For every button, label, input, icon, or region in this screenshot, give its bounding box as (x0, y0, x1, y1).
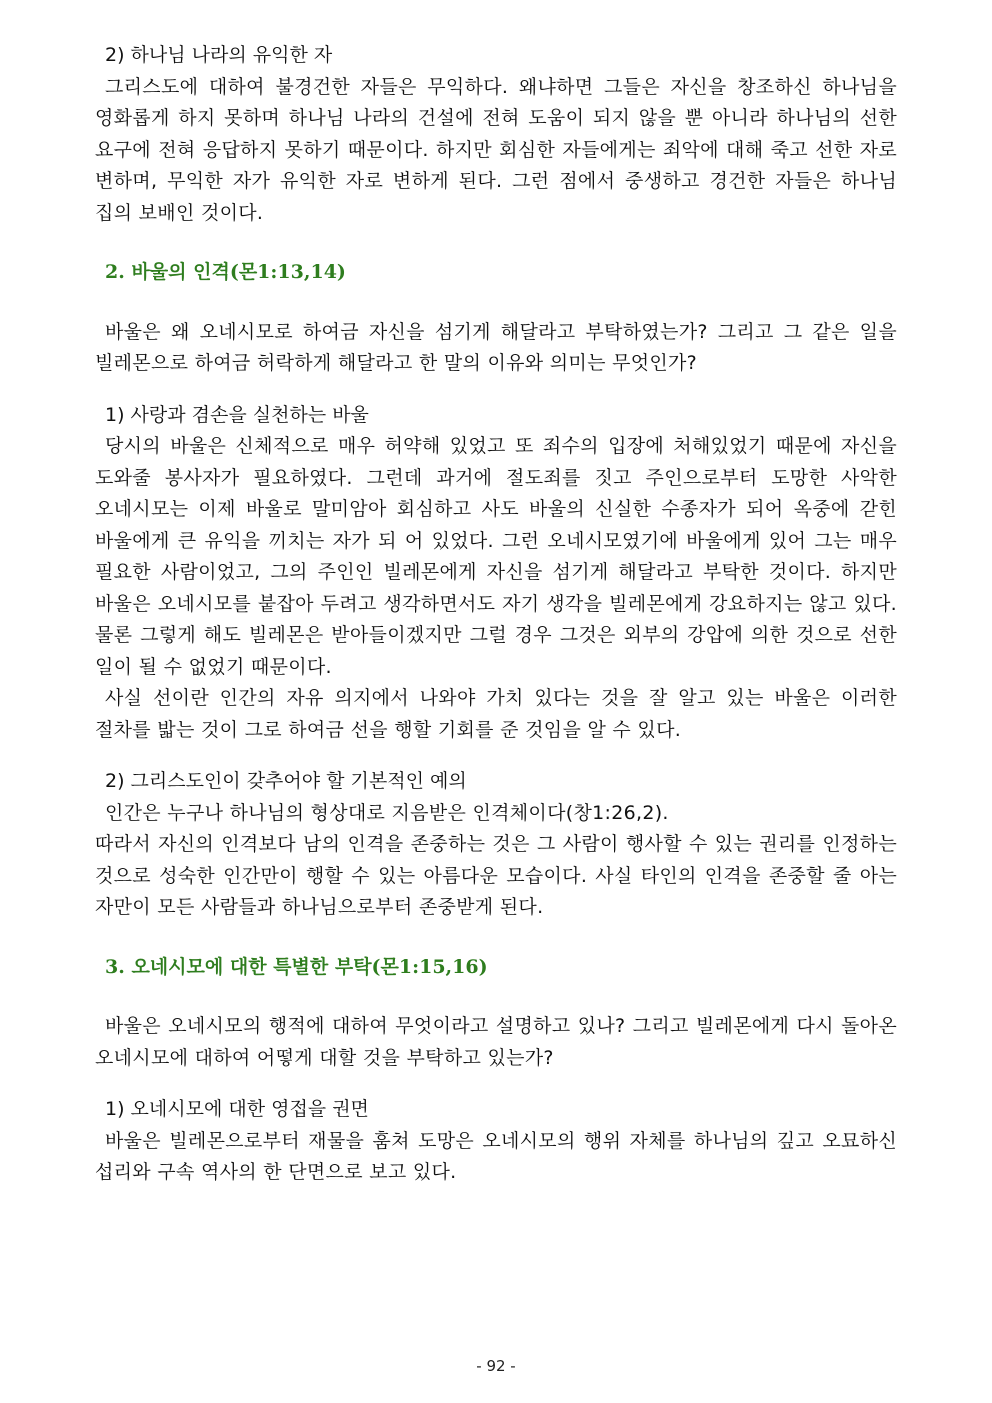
question-special-request: 바울은 오네시모의 행적에 대하여 무엇이라고 설명하고 있나? 그리고 빌레몬에게 다시 돌아온 오네시모에 대하여 어떻게 대할 것을 부탁하고 있는가? (95, 1015, 897, 1069)
subheading-love-humility: 1) 사랑과 겸손을 실천하는 바울 (105, 403, 369, 426)
document-page (95, 40, 897, 1189)
subheading-welcome-onesimus: 1) 오네시모에 대한 영접을 권면 (105, 1098, 369, 1120)
section-heading-paul-character: 2. 바울의 인격(몬1:13,14) (105, 261, 346, 283)
paragraph-basic-courtesy-2: 따라서 자신의 인격보다 남의 인격을 존중하는 것은 그 사람이 행사할 수 있는 권리를 인정하는 것으로 성숙한 인간만이 행할 수 있는 아름다운 모습이다. 사실 타인의 인격을 존중할 줄 아는 자만이 모든 사람들과 하나님으로부터 존중받게 된다. (95, 833, 897, 918)
paragraph-love-humility-1: 당시의 바울은 신체적으로 매우 허약해 있었고 또 죄수의 입장에 처해있었기 때문에 자신을 도와줄 봉사자가 필요하였다. 그런데 과거에 절도죄를 짓고 주인으로부터 도망한 사악한 오네시모는 이제 바울로 말미암아 회심하고 사도 바울의 신실한 수종자가 되어 옥중에 갇힌 바울에게 큰 유익을 끼치는 자가 되 어 있었다. 그런 오네시모였기에 바울에게 있어 그는 매우 필요한 사람이었고, 그의 주인인 빌레몬에게 자신을 섬기게 해달라고 부탁한 것이다. 하지만 바울은 오네시모를 붙잡아 두려고 생각하면서도 자기 생각을 빌레몬에게 강요하지는 않고 있다. 물론 그렇게 해도 빌레몬은 받아들이겠지만 그럴 경우 그것은 외부의 강압에 의한 것으로 선한 일이 될 수 없었기 때문이다. (95, 435, 897, 678)
paragraph-love-humility-2: 사실 선이란 인간의 자유 의지에서 나와야 가치 있다는 것을 잘 알고 있는 바울은 이러한 절차를 밟는 것이 그로 하여금 선을 행할 기회를 준 것임을 알 수 있다. (95, 687, 897, 741)
paragraph-useful-ones: 그리스도에 대하여 불경건한 자들은 무익하다. 왜냐하면 그들은 자신을 창조하신 하나님을 영화롭게 하지 못하며 하나님 나라의 건설에 전혀 도움이 되지 않을 뿐 아니라 하나님의 선한 요구에 전혀 응답하지 못하기 때문이다. 하지만 회심한 자들에게는 죄악에 대해 죽고 선한 자로 변하며, 무익한 자가 유익한 자로 변하게 된다. 그런 점에서 중생하고 경건한 자들은 하나님 집의 보배인 것이다. (95, 75, 897, 224)
paragraph-basic-courtesy-1: 인간은 누구나 하나님의 형상대로 지음받은 인격체이다(창1:26,2). (105, 801, 669, 824)
question-paul-character: 바울은 왜 오네시모로 하여금 자신을 섬기게 해달라고 부탁하였는가? 그리고 그 같은 일을 빌레몬으로 하여금 허락하게 해달라고 한 말의 이유와 의미는 무엇인가? (95, 320, 897, 374)
paragraph-welcome-onesimus: 바울은 빌레몬으로부터 재물을 훔쳐 도망은 오네시모의 행위 자체를 하나님의 깊고 오묘하신 섭리와 구속 역사의 한 단면으로 보고 있다. (95, 1129, 897, 1183)
subheading-useful-ones: 2) 하나님 나라의 유익한 자 (105, 44, 333, 66)
subheading-basic-courtesy: 2) 그리스도인이 갖추어야 할 기본적인 예의 (105, 770, 467, 792)
page-number: - 92 - (476, 1357, 516, 1375)
section-heading-special-request: 3. 오네시모에 대한 특별한 부탁(몬1:15,16) (105, 955, 488, 978)
